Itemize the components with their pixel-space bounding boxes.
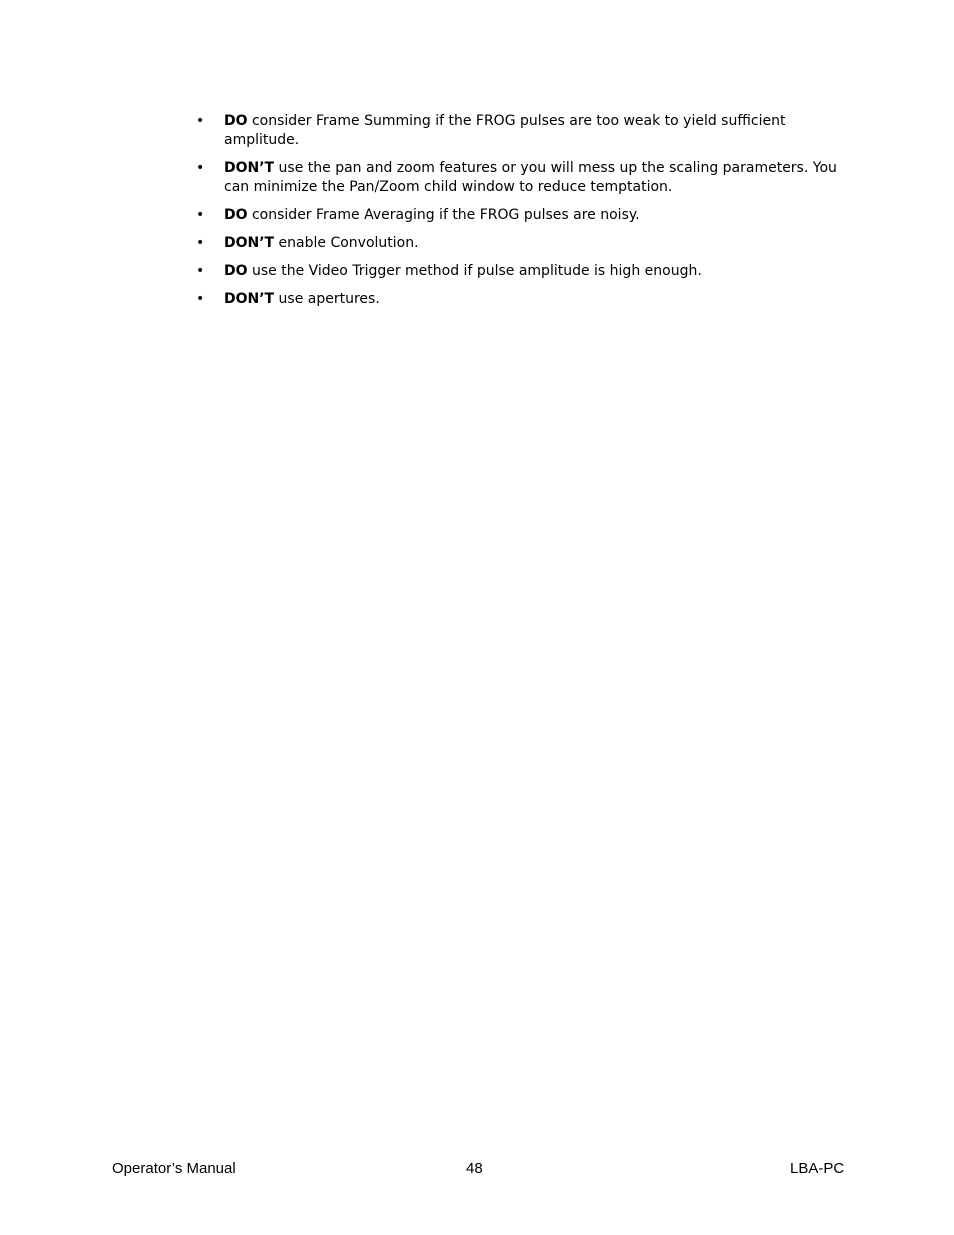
bullet-icon: •: [196, 160, 205, 176]
list-item: [196, 234, 846, 253]
footer-page-number: 48: [466, 1160, 483, 1177]
bullet-text: use the Video Trigger method if pulse amplitude is high enough.: [247, 263, 702, 279]
guidelines-list: [196, 112, 846, 318]
bullet-text: use apertures.: [274, 291, 380, 307]
list-item: [196, 159, 846, 197]
list-item: [196, 262, 846, 281]
bullet-keyword: DO: [224, 113, 248, 129]
bullet-icon: •: [196, 263, 205, 279]
bullet-text: use the pan and zoom features or you will mess up the scaling parameters. You can minimize the Pan/Zoom child window to reduce temptation.: [224, 160, 837, 195]
list-item: [196, 290, 846, 309]
bullet-icon: •: [196, 113, 205, 129]
list-item: [196, 112, 846, 150]
bullet-keyword: DON’T: [224, 235, 275, 251]
bullet-text: consider Frame Summing if the FROG pulses are too weak to yield sufficient amplitude.: [224, 113, 786, 148]
footer-manual-title: Operator’s Manual: [112, 1160, 236, 1177]
bullet-keyword: DO: [224, 207, 248, 223]
bullet-icon: •: [196, 291, 205, 307]
bullet-text: enable Convolution.: [274, 235, 419, 251]
list-item: [196, 206, 846, 225]
bullet-keyword: DO: [224, 263, 248, 279]
footer-product-name: LBA-PC: [790, 1160, 845, 1177]
bullet-keyword: DON’T: [224, 160, 275, 176]
bullet-keyword: DON’T: [224, 291, 275, 307]
bullet-icon: •: [196, 235, 205, 251]
bullet-text: consider Frame Averaging if the FROG pulses are noisy.: [247, 207, 640, 223]
bullet-icon: •: [196, 207, 205, 223]
